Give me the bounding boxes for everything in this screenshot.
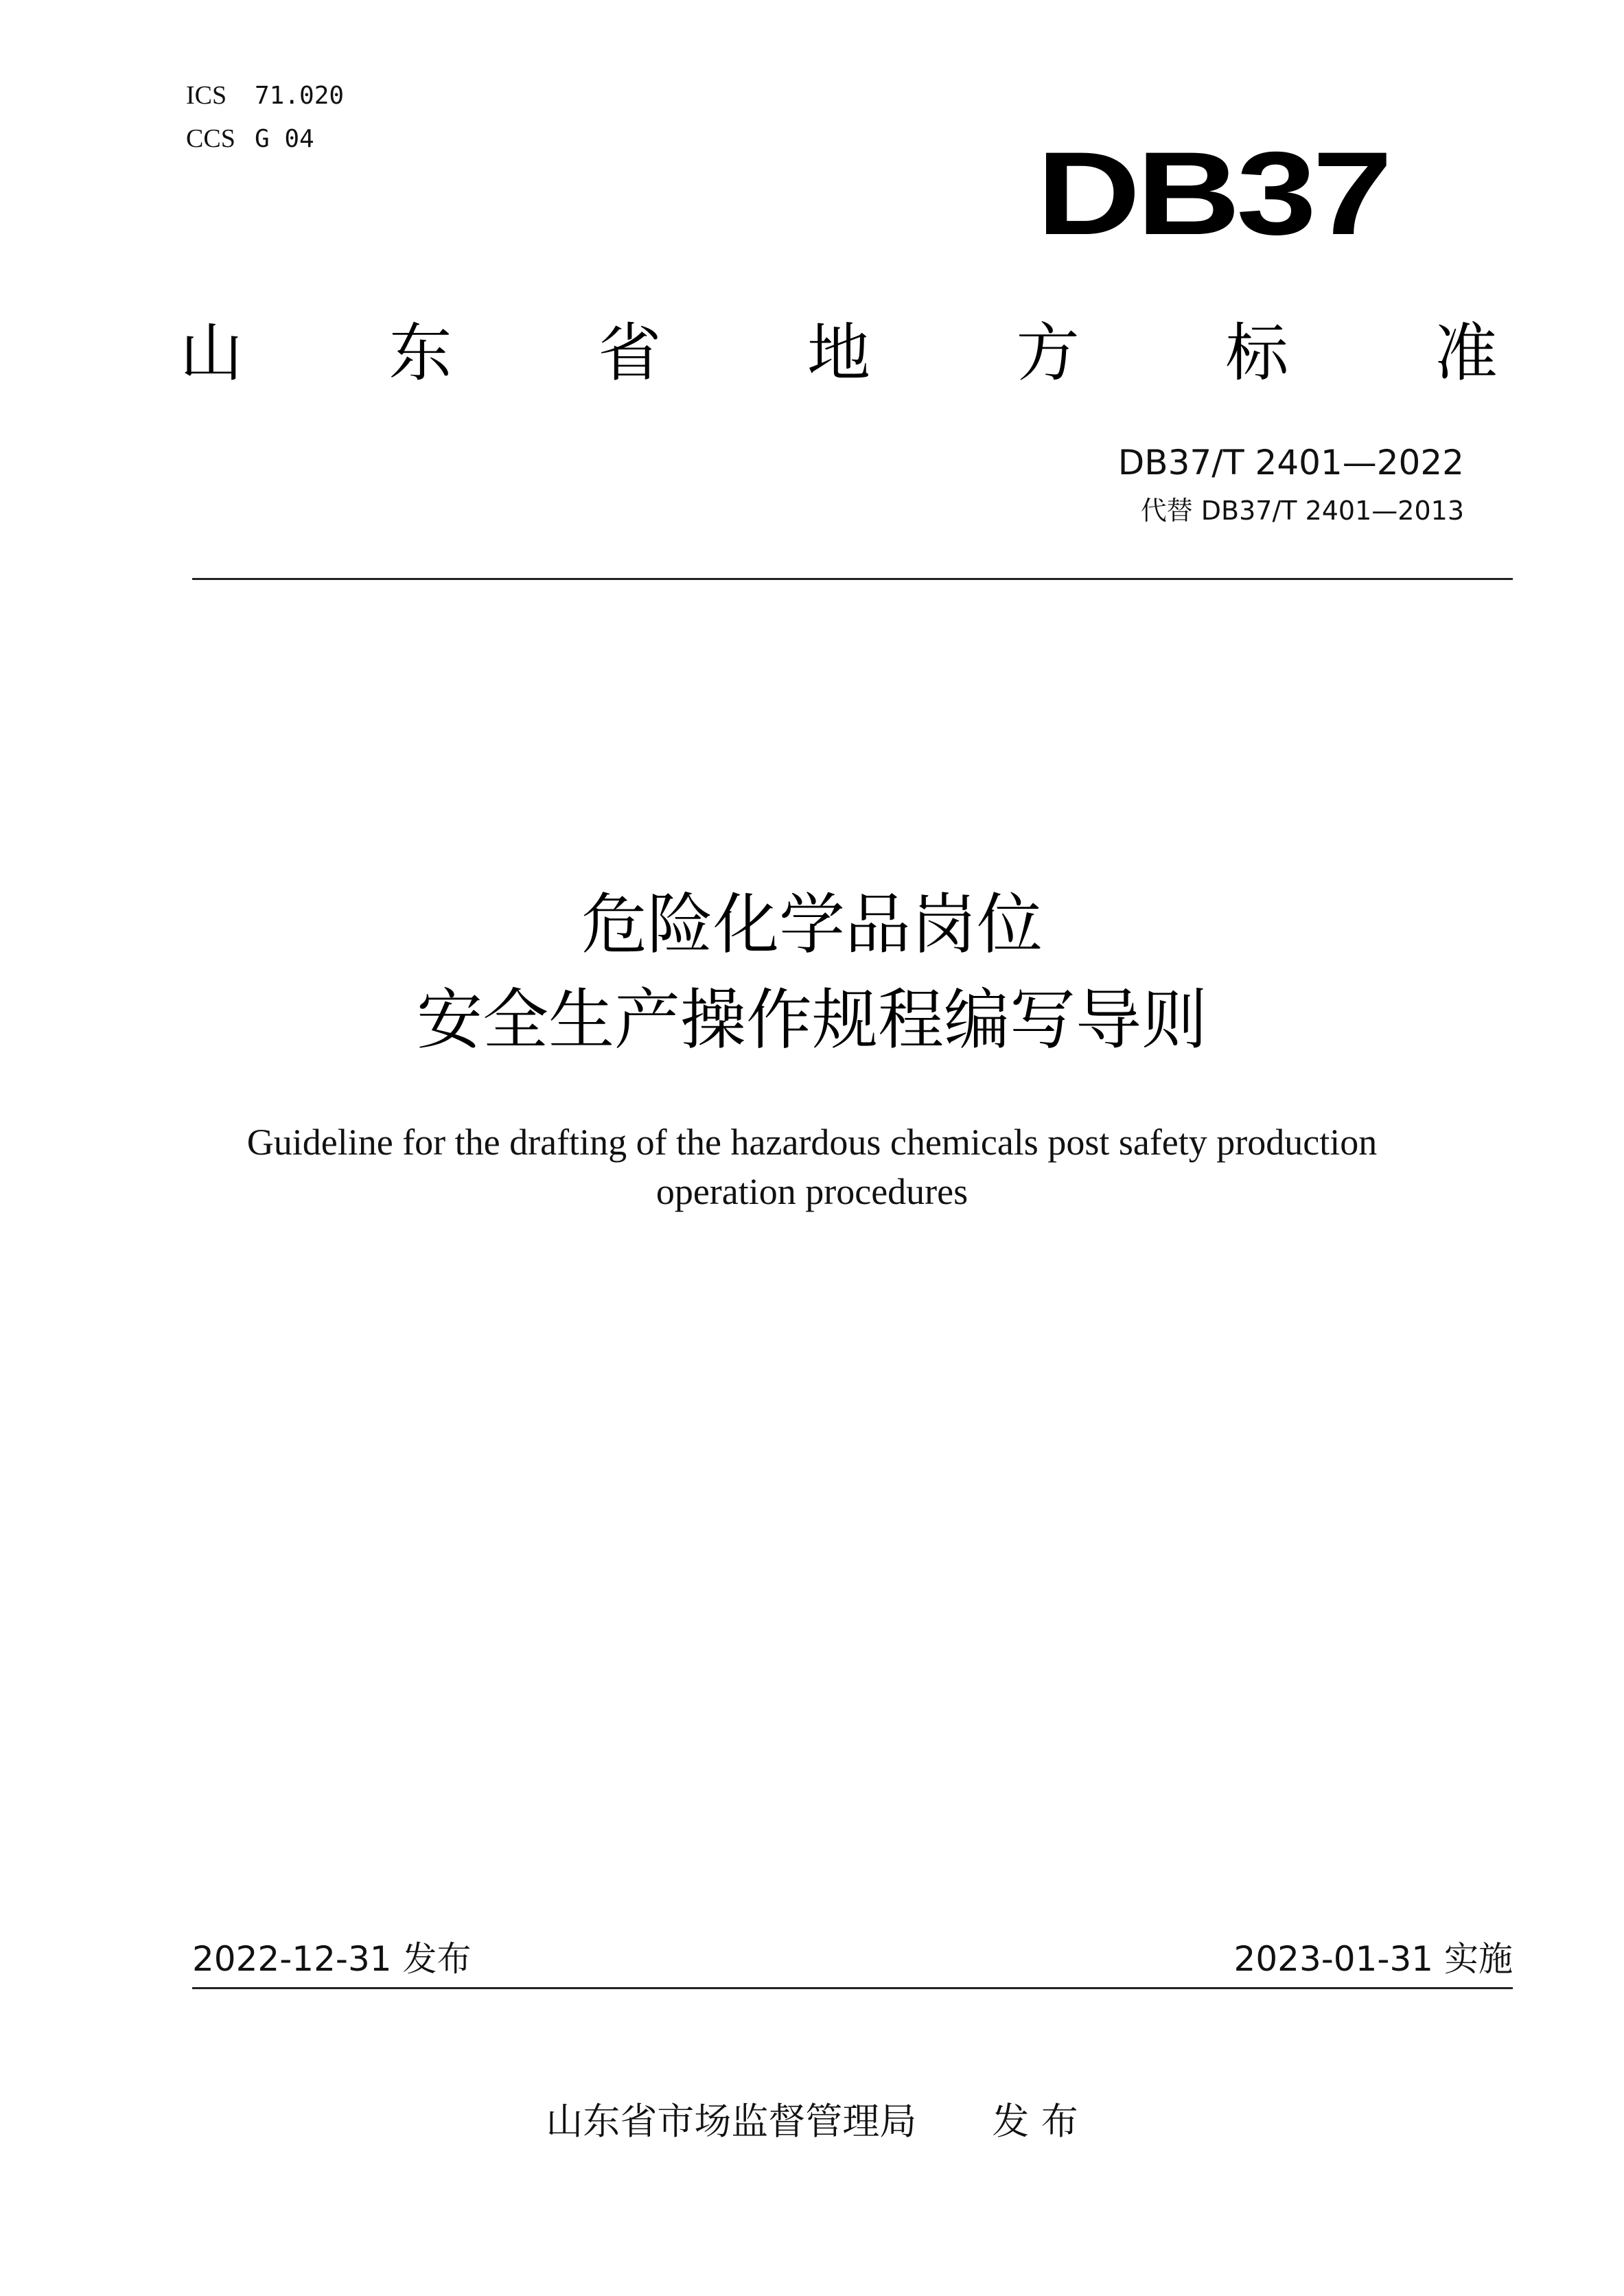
standard-type-char: 山 [180,316,244,390]
ics-row [186,74,344,117]
ccs-label: CCS [186,124,235,153]
standard-type-char: 准 [1434,316,1498,390]
header-divider [192,578,1513,580]
english-title-line-2: operation procedures [656,1171,968,1212]
publisher-action: 发 布 [992,2100,1078,2143]
replaces-standard: 代替 DB37/T 2401—2013 [1140,496,1464,526]
standard-type-char: 方 [1016,316,1080,390]
classification-codes [186,74,344,161]
english-title-line-1: Guideline for the drafting of the hazardous chemicals post safety production [246,1122,1378,1163]
ccs-row [186,117,344,161]
ics-label: ICS [186,81,227,110]
standard-type-char: 省 [598,316,662,390]
chinese-title-line-1: 危险化学品岗位 [581,886,1043,963]
implementation-date: 2023-01-31 实施 [1233,1939,1513,1979]
chinese-title-line-2: 安全生产操作规程编写导则 [417,982,1207,1058]
issue-date: 2022-12-31 发布 [192,1939,472,1979]
footer-divider [192,1987,1513,1989]
standard-type-heading [180,312,1498,395]
publisher-org: 山东省市场监督管理局 [546,2100,917,2143]
standard-type-char: 地 [807,316,870,390]
publisher-line [0,2097,1624,2146]
standard-type-char: 东 [388,316,452,390]
standard-number: DB37/T 2401—2022 [1117,443,1464,483]
standard-type-char: 标 [1225,316,1289,390]
ics-value: 71.020 [255,82,345,110]
ccs-value: G 04 [255,125,314,153]
db37-logo: DB37 [1036,127,1389,259]
